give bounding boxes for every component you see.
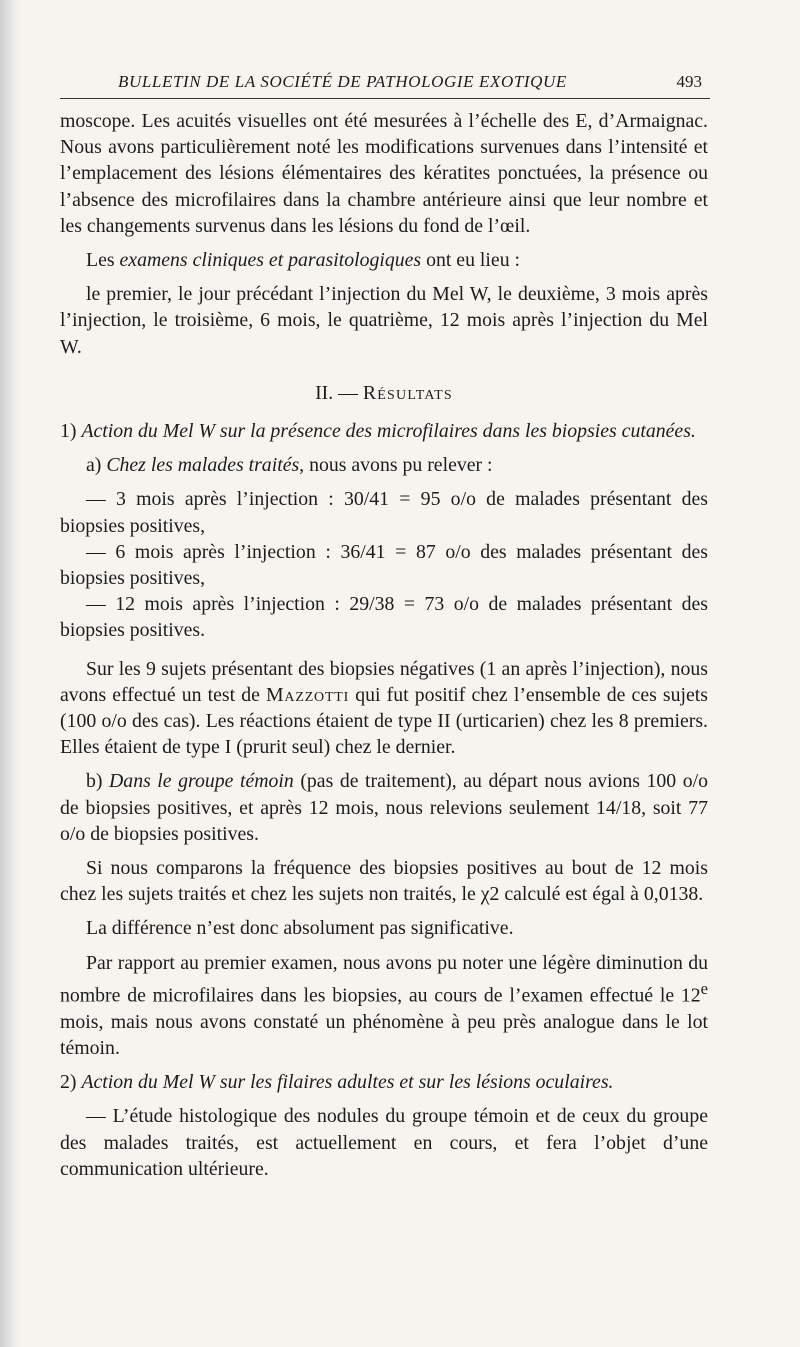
- paragraph-chi-square: Si nous comparons la fréquence des biopsies positives au bout de 12 mois chez les sujets traités et chez les sujets non traités, le χ2 calculé est égal à 0,0138.: [60, 857, 708, 906]
- subsection-a-heading: a) Chez les malades traités, nous avons pu relever :: [86, 454, 493, 477]
- paragraph-exams-intro: Les examens cliniques et parasitologiques ont eu lieu :: [86, 249, 521, 272]
- subsection-b-paragraph: b) Dans le groupe témoin (pas de traitement), au départ nous avions 100 o/o de biopsies positives, et après 12 mois, nous relevions seulement 14/18, soit 77 o/o de biopsies positives.: [60, 770, 708, 845]
- paragraph-methods-continued: moscope. Les acuités visuelles ont été mesurées à l’échelle des E, d’Armaignac. Nous avons particulièrement noté les modifications survenues dans l’intensité et l’emplacement des lésions élémentaires des kératites ponctuées, la présence ou l’absence des microfilaires dans la chambre antérieure ainsi que leur nombre et les changements survenus dans les lésions du fond de l’œil.: [60, 110, 708, 237]
- paragraph-exam-schedule: le premier, le jour précédant l’injection du Mel W, le deuxième, 3 mois après l’injection, le troisième, 6 mois, le quatrième, 12 mois après l’injection du Mel W.: [60, 283, 708, 358]
- paragraph-histology: — L’étude histologique des nodules du groupe témoin et de ceux du groupe des malades traités, est actuellement en cours, et fera l’objet d’une communication ultérieure.: [60, 1105, 708, 1180]
- page-number: 493: [676, 72, 702, 91]
- result-item-6-months: — 6 mois après l’injection : 36/41 = 87 o/o des malades présentant des biopsies positives,: [60, 540, 708, 590]
- section-heading: II. — Résultats: [315, 381, 453, 404]
- paragraph-mazzotti-test: Sur les 9 sujets présentant des biopsies négatives (1 an après l’injection), nous avons effectué un test de Mazzotti qui fut positif chez l’ensemble de ces sujets (100 o/o des cas). Les réactions étaient de type II (urticarien) chez les 8 premiers. Elles étaient de type I (prurit seul) chez le dernier.: [60, 657, 708, 759]
- body-text: [60, 108, 708, 1182]
- result-item-3-months: — 3 mois après l’injection : 30/41 = 95 o/o de malades présentant des biopsies positives,: [60, 488, 708, 537]
- running-title: BULLETIN DE LA SOCIÉTÉ DE PATHOLOGIE EXOTIQUE: [118, 72, 567, 91]
- result-item-12-months: — 12 mois après l’injection : 29/38 = 73 o/o de malades présentant des biopsies positives.: [60, 593, 708, 642]
- paragraph-microfilaria-decrease: Par rapport au premier examen, nous avons pu noter une légère diminution du nombre de microfilaires dans les biopsies, au cours de l’examen effectué le 12e mois, mais nous avons constaté un phénomène à peu près analogue dans le lot témoin.: [60, 951, 708, 1059]
- page-binding-edge: [0, 0, 22, 1347]
- paragraph-not-significant: La différence n’est donc absolument pas significative.: [86, 917, 514, 940]
- page-header: [60, 68, 710, 99]
- subsection-1-heading: 1) Action du Mel W sur la présence des microfilaires dans les biopsies cutanées.: [60, 420, 696, 443]
- subsection-2-heading: 2) Action du Mel W sur les filaires adultes et sur les lésions oculaires.: [60, 1071, 614, 1094]
